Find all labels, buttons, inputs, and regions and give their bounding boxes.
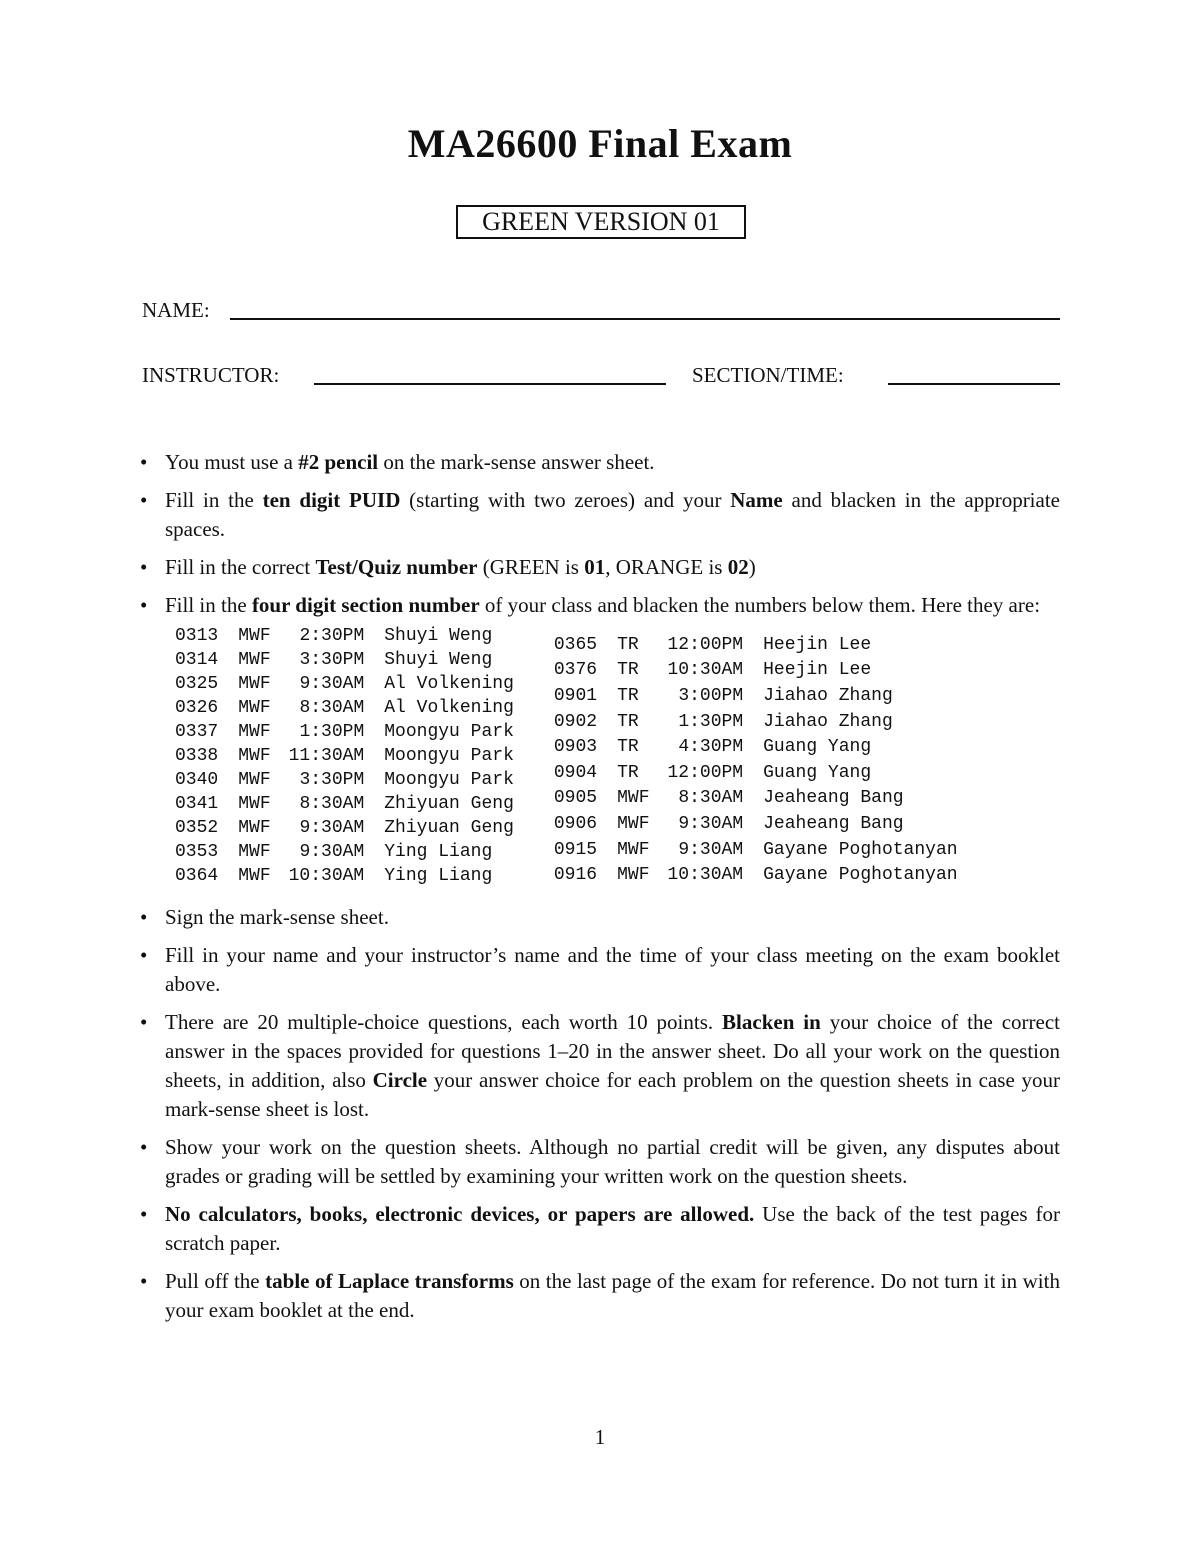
section-days: MWF — [238, 770, 271, 790]
section-instructor: Gayane Poghotanyan — [763, 839, 958, 860]
section-time: 12:00PM — [667, 634, 744, 655]
instruction-item: • No calculators, books, electronic devices, or papers are allowed. Use the back of the test pages for scratch paper. — [138, 1200, 1060, 1258]
section-instructor: Zhiyuan Geng — [384, 818, 514, 838]
section-number: 0340 — [175, 770, 219, 790]
section-number: 0905 — [553, 788, 598, 809]
section-instructor: Guang Yang — [763, 737, 872, 758]
instruction-item: • Fill in the ten digit PUID (starting with two zeroes) and your Name and blacken in the appropriate spaces. — [138, 486, 1060, 544]
section-time: 9:30AM — [299, 674, 365, 694]
section-instructor: Ying Liang — [384, 866, 493, 886]
instruction-item: • There are 20 multiple-choice questions, each worth 10 points. Blacken in your choice of the correct answer in the spaces provided for questions 1–20 in the answer sheet. Do all your work on the question sheets, in addition, also Circle your answer choice for each problem on the question sheets in case your mark-sense sheet is lost. — [138, 1008, 1060, 1124]
name-label: NAME: — [142, 298, 210, 322]
section-time: 1:30PM — [299, 722, 365, 742]
section-instructor: Heejin Lee — [763, 634, 872, 655]
section-instructor: Shuyi Weng — [384, 650, 493, 670]
section-number: 0338 — [175, 746, 219, 766]
section-days: MWF — [238, 626, 271, 646]
section-number: 0365 — [553, 634, 598, 655]
section-schedule — [175, 620, 1060, 894]
section-number: 0903 — [553, 737, 598, 758]
section-time: 11:30AM — [288, 746, 365, 766]
section-time: 4:30PM — [678, 737, 744, 758]
section-days: MWF — [238, 794, 271, 814]
section-time: 9:30AM — [678, 813, 744, 834]
section-days: MWF — [617, 788, 650, 809]
section-row — [554, 837, 958, 863]
exam-title: MA26600 Final Exam — [407, 121, 793, 166]
section-row — [175, 696, 514, 720]
section-number: 0902 — [553, 711, 598, 732]
section-instructor: Shuyi Weng — [384, 626, 493, 646]
instructions-list — [138, 448, 1060, 1334]
section-days: TR — [617, 711, 639, 732]
section-number: 0352 — [175, 818, 219, 838]
section-row — [175, 840, 514, 864]
instruction-item: • Fill in the correct Test/Quiz number (GREEN is 01, ORANGE is 02) — [138, 553, 1060, 582]
section-number: 0916 — [553, 865, 598, 886]
section-number: 0337 — [175, 722, 219, 742]
section-days: TR — [617, 634, 639, 655]
section-days: MWF — [617, 839, 650, 860]
section-time: 1:30PM — [678, 711, 744, 732]
section-days: MWF — [238, 674, 271, 694]
section-days: MWF — [238, 698, 271, 718]
section-days: MWF — [238, 650, 271, 670]
section-days: MWF — [617, 813, 650, 834]
section-number: 0901 — [553, 685, 598, 706]
section-time-label: SECTION/TIME: — [692, 363, 844, 387]
section-days: TR — [617, 685, 639, 706]
instructor-label: INSTRUCTOR: — [142, 363, 280, 387]
section-time: 3:30PM — [299, 650, 365, 670]
section-row — [175, 864, 514, 888]
instruction-item: • Fill in the four digit section number of your class and blacken the numbers below them. Here they are: 0313 MWF 2:30PM Shuyi Weng 0314 MWF 3:30PM Shuyi Weng 0325 MWF 9:30AM Al Volkening 0326 MWF 8:30AM Al Volkening 0337 MWF 1:30PM Moongyu Park 0338 MWF 11:30AM Moongyu Park 0340 MWF 3:30PM Moongyu Park 0341 MWF 8:30AM Zhiyuan Geng 0352 MWF 9:30AM Zhiyuan Geng 0353 MWF 9:30AM Ying Liang 0364 MWF 10:30AM Ying Liang 0365 TR 12:00PM Heejin Lee 0376 TR 10:30AM Heejin Lee 0901 TR 3:00PM Jiahao Zhang 0902 TR 1:30PM Jiahao Zhang 0903 TR 4:30PM Guang Yang 0904 TR 12:00PM Guang Yang 0905 MWF 8:30AM Jeaheang Bang 0906 MWF 9:30AM Jeaheang Bang 0915 MWF 9:30AM Gayane Poghotanyan 0916 MWF 10:30AM Gayane Poghotanyan — [138, 591, 1060, 894]
section-time: 10:30AM — [667, 865, 744, 886]
section-number: 0915 — [553, 839, 598, 860]
section-days: TR — [617, 737, 639, 758]
section-instructor: Jiahao Zhang — [763, 711, 893, 732]
section-days: MWF — [238, 722, 271, 742]
instructor-line[interactable] — [314, 383, 666, 385]
section-time: 3:00PM — [678, 685, 744, 706]
section-row — [175, 624, 514, 648]
section-days: MWF — [238, 866, 271, 886]
section-number: 0364 — [175, 866, 219, 886]
section-days: TR — [617, 762, 639, 783]
section-number: 0313 — [175, 626, 219, 646]
section-row — [554, 786, 958, 812]
section-number: 0314 — [175, 650, 219, 670]
section-time: 10:30AM — [288, 866, 365, 886]
section-number: 0353 — [175, 842, 219, 862]
section-time: 9:30AM — [299, 818, 365, 838]
section-row — [175, 768, 514, 792]
section-number: 0376 — [553, 660, 598, 681]
name-line[interactable] — [230, 318, 1060, 320]
instruction-item: • You must use a #2 pencil on the mark-sense answer sheet. — [138, 448, 1060, 477]
section-row — [554, 734, 958, 760]
section-row — [175, 720, 514, 744]
section-time: 3:30PM — [299, 770, 365, 790]
section-table-right — [554, 632, 958, 888]
section-row — [554, 683, 958, 709]
section-days: TR — [617, 660, 639, 681]
section-time-line[interactable] — [888, 383, 1060, 385]
section-time: 12:00PM — [667, 762, 744, 783]
section-instructor: Moongyu Park — [384, 722, 514, 742]
section-time: 10:30AM — [667, 660, 744, 681]
section-instructor: Moongyu Park — [384, 770, 514, 790]
instruction-item: • Sign the mark-sense sheet. — [138, 903, 1060, 932]
section-time: 8:30AM — [299, 698, 365, 718]
section-row — [554, 658, 958, 684]
section-instructor: Ying Liang — [384, 842, 493, 862]
instruction-item: • Pull off the table of Laplace transforms on the last page of the exam for reference. Do not turn it in with your exam booklet at the end. — [138, 1267, 1060, 1325]
section-row — [175, 816, 514, 840]
section-days: MWF — [238, 746, 271, 766]
section-row — [554, 862, 958, 888]
section-row — [175, 672, 514, 696]
section-row — [554, 811, 958, 837]
section-days: MWF — [617, 865, 650, 886]
section-instructor: Al Volkening — [384, 674, 514, 694]
section-time: 2:30PM — [299, 626, 365, 646]
section-instructor: Jiahao Zhang — [763, 685, 893, 706]
section-instructor: Al Volkening — [384, 698, 514, 718]
section-number: 0906 — [553, 813, 598, 834]
section-row — [554, 760, 958, 786]
section-days: MWF — [238, 842, 271, 862]
section-table-left — [175, 624, 514, 888]
section-row — [175, 792, 514, 816]
section-time: 8:30AM — [299, 794, 365, 814]
section-instructor: Jeaheang Bang — [763, 813, 904, 834]
section-instructor: Guang Yang — [763, 762, 872, 783]
section-instructor: Jeaheang Bang — [763, 788, 904, 809]
instruction-item: • Show your work on the question sheets. Although no partial credit will be given, any disputes about grades or grading will be settled by examining your written work on the question sheets. — [138, 1133, 1060, 1191]
section-row — [175, 744, 514, 768]
section-instructor: Moongyu Park — [384, 746, 514, 766]
section-number: 0326 — [175, 698, 219, 718]
section-row — [175, 648, 514, 672]
section-number: 0341 — [175, 794, 219, 814]
page-number: 1 — [594, 1425, 606, 1449]
section-instructor: Gayane Poghotanyan — [763, 865, 958, 886]
section-time: 9:30AM — [299, 842, 365, 862]
section-time: 9:30AM — [678, 839, 744, 860]
instruction-item: • Fill in your name and your instructor’s name and the time of your class meeting on the exam booklet above. — [138, 941, 1060, 999]
section-number: 0325 — [175, 674, 219, 694]
section-instructor: Zhiyuan Geng — [384, 794, 514, 814]
section-row — [554, 709, 958, 735]
section-row — [554, 632, 958, 658]
section-instructor: Heejin Lee — [763, 660, 872, 681]
section-time: 8:30AM — [678, 788, 744, 809]
section-number: 0904 — [553, 762, 598, 783]
section-days: MWF — [238, 818, 271, 838]
version-box: GREEN VERSION 01 — [456, 205, 746, 239]
